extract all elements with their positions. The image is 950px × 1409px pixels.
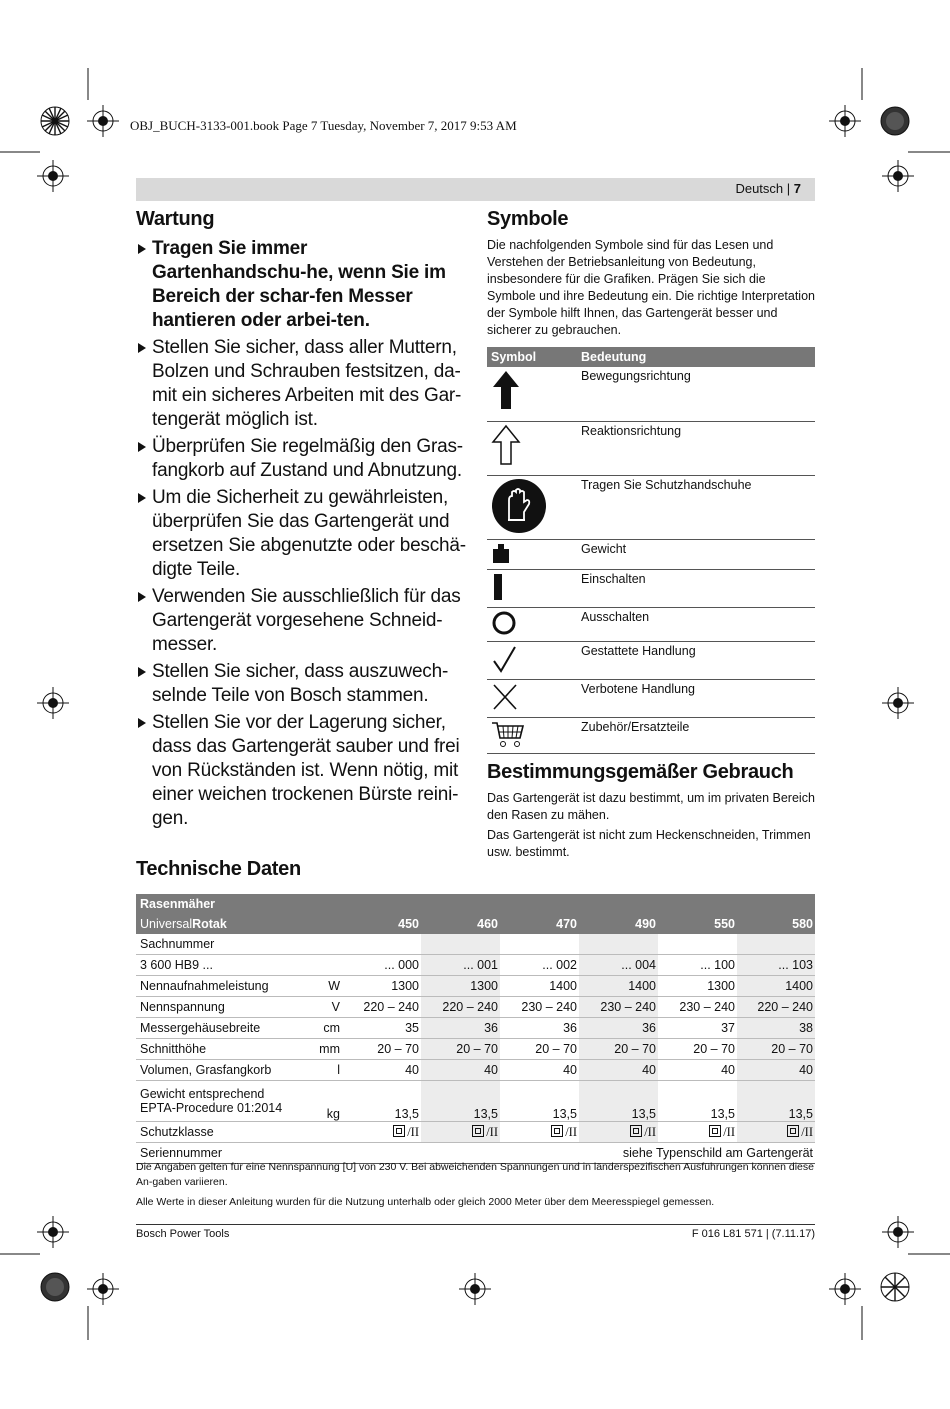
table-cell: 220 – 240 [342, 997, 421, 1018]
wartung-section [136, 208, 466, 834]
col-meaning: Bedeutung [577, 347, 815, 367]
table-cell: 38 [737, 1018, 815, 1039]
outline-arrow-up-icon [491, 424, 521, 466]
gloves-icon [491, 478, 547, 534]
table-cell: 40 [579, 1060, 658, 1081]
table-cell: 40 [421, 1060, 500, 1081]
symbol-meaning: Bewegungsrichtung [577, 367, 815, 421]
table-cell: 13,5 [737, 1081, 815, 1122]
table-row [487, 421, 815, 475]
tech-note-2: Alle Werte in dieser Anleitung wurden für die Nutzung unterhalb oder gleich 2000 Meter über dem Meeresspiegel gemessen. [136, 1196, 715, 1208]
table-cell: 230 – 240 [500, 997, 579, 1018]
tech-note-1: Die Angaben gelten für eine Nennspannung [U] von 230 V. Bei abweichenden Spannungen und in länderspezifischen Ausführungen können diese An-gaben variieren. [136, 1161, 814, 1188]
model-460: 460 [421, 914, 500, 934]
gebrauch-p2: Das Gartengerät ist nicht zum Heckenschneiden, Trimmen usw. bestimmt. [487, 827, 811, 859]
page-header [136, 178, 815, 201]
row-unit [294, 934, 342, 955]
table-row [136, 976, 815, 997]
table-row [136, 997, 815, 1018]
cross-icon [491, 682, 519, 712]
schutzklasse-cell [342, 1122, 421, 1143]
row-unit [294, 1122, 342, 1143]
table-cell: ... 001 [421, 955, 500, 976]
model-490: 490 [579, 914, 658, 934]
symbol-meaning: Tragen Sie Schutzhandschuhe [577, 475, 815, 539]
product-type: Rasenmäher [136, 894, 815, 914]
symbol-table-header [487, 347, 815, 367]
symbol-meaning: Gewicht [577, 539, 815, 569]
table-row [487, 539, 815, 569]
table-cell: 230 – 240 [579, 997, 658, 1018]
col-symbol: Symbol [487, 347, 577, 367]
table-cell: 230 – 240 [658, 997, 737, 1018]
table-cell: 13,5 [658, 1081, 737, 1122]
header-separator: | [783, 181, 794, 196]
table-row [487, 569, 815, 607]
weight-label-2: EPTA-Procedure 01:2014 [140, 1101, 283, 1115]
table-cell: 40 [342, 1060, 421, 1081]
gebrauch-title: Bestimmungsgemäßer Gebrauch [487, 760, 794, 783]
table-cell: 20 – 70 [737, 1039, 815, 1060]
row-label: Nennspannung [136, 997, 294, 1018]
table-cell: 36 [500, 1018, 579, 1039]
symbol-meaning: Gestattete Handlung [577, 641, 815, 679]
weight-label [136, 1081, 294, 1122]
row-label: Schnitthöhe [136, 1039, 294, 1060]
schutzklasse-cell [421, 1122, 500, 1143]
footer-divider [136, 1224, 815, 1225]
wartung-bullet-5: Verwenden Sie ausschließlich für das Gartengerät vorgesehene Schneid-messer. [136, 585, 466, 657]
model-name-cell [136, 914, 294, 934]
table-cell: 36 [421, 1018, 500, 1039]
table-cell: 20 – 70 [342, 1039, 421, 1060]
table-cell: 20 – 70 [421, 1039, 500, 1060]
table-cell [500, 934, 579, 955]
table-cell [421, 934, 500, 955]
table-row [136, 894, 815, 914]
symbol-meaning: Ausschalten [577, 607, 815, 641]
table-cell: 13,5 [500, 1081, 579, 1122]
table-cell: 220 – 240 [421, 997, 500, 1018]
table-row [136, 1122, 815, 1143]
table-row [487, 607, 815, 641]
schutzklasse-label: Schutzklasse [136, 1122, 294, 1143]
header-language: Deutsch [735, 181, 784, 196]
double-insulation-icon [709, 1125, 721, 1137]
row-unit [294, 955, 342, 976]
row-unit: l [294, 1060, 342, 1081]
page-number: 7 [793, 181, 801, 196]
row-unit: W [294, 976, 342, 997]
symbole-intro: Die nachfolgenden Symbole sind für das Lesen und Verstehen der Betriebsanleitung von Bedeutung, insbesondere für die Grafiken. Prägen Sie sich die Symbole und ihre Bedeutung ein. Die richtige Interpretation der Symbole hilft Ihnen, das Gartengerät besser und sicherer zu gebrauchen. [487, 238, 815, 337]
schutzklasse-value: /II [407, 1124, 419, 1139]
row-label: Sachnummer [136, 934, 294, 955]
table-cell: 1300 [342, 976, 421, 997]
serial-value: siehe Typenschild am Gartengerät [294, 1143, 815, 1164]
schutzklasse-value: /II [565, 1124, 577, 1139]
double-insulation-icon [630, 1125, 642, 1137]
table-cell: 20 – 70 [658, 1039, 737, 1060]
schutzklasse-cell [737, 1122, 815, 1143]
row-label: Messergehäusebreite [136, 1018, 294, 1039]
table-cell: ... 000 [342, 955, 421, 976]
symbol-meaning: Reaktionsrichtung [577, 421, 815, 475]
serial-label: Seriennummer [136, 1143, 294, 1164]
table-row [136, 934, 815, 955]
table-row [136, 1039, 815, 1060]
wartung-bullet-3: Überprüfen Sie regelmäßig den Gras-fangkorb auf Zustand und Abnutzung. [136, 435, 466, 483]
model-580: 580 [737, 914, 815, 934]
table-cell [342, 934, 421, 955]
table-cell: ... 100 [658, 955, 737, 976]
gebrauch-p1: Das Gartengerät ist dazu bestimmt, um im privaten Bereich den Rasen zu mähen. [487, 790, 815, 822]
print-info-line: OBJ_BUCH-3133-001.book Page 7 Tuesday, November 7, 2017 9:53 AM [130, 118, 517, 133]
wartung-title: Wartung [136, 208, 215, 230]
table-cell: 40 [737, 1060, 815, 1081]
double-insulation-icon [551, 1125, 563, 1137]
row-unit: mm [294, 1039, 342, 1060]
table-cell: 1400 [500, 976, 579, 997]
table-cell [737, 934, 815, 955]
wartung-bullet-2: Stellen Sie sicher, dass aller Muttern, Bolzen und Schrauben festsitzen, da-mit ein sicheres Arbeiten mit des Gar-tengerät möglich ist. [136, 336, 466, 432]
row-unit: cm [294, 1018, 342, 1039]
table-cell: 13,5 [579, 1081, 658, 1122]
symbole-title: Symbole [487, 208, 569, 230]
table-cell: 40 [658, 1060, 737, 1081]
table-cell: ... 103 [737, 955, 815, 976]
table-cell [658, 934, 737, 955]
table-cell: 35 [342, 1018, 421, 1039]
table-row [136, 914, 815, 934]
model-550: 550 [658, 914, 737, 934]
schutzklasse-value: /II [644, 1124, 656, 1139]
table-row [136, 1018, 815, 1039]
table-cell: ... 004 [579, 955, 658, 976]
table-cell: 220 – 240 [737, 997, 815, 1018]
row-unit: V [294, 997, 342, 1018]
double-insulation-icon [393, 1125, 405, 1137]
double-insulation-icon [472, 1125, 484, 1137]
table-cell: 1400 [579, 976, 658, 997]
footer-brand: Bosch Power Tools [136, 1228, 230, 1240]
wartung-bullet-6: Stellen Sie sicher, dass auszuwech-selnde Teile von Bosch stammen. [136, 660, 466, 708]
schutzklasse-cell [658, 1122, 737, 1143]
schutzklasse-value: /II [486, 1124, 498, 1139]
table-row [136, 1060, 815, 1081]
table-cell: 1400 [737, 976, 815, 997]
table-row [487, 367, 815, 421]
symbol-meaning: Verbotene Handlung [577, 679, 815, 717]
model-prefix: Universal [140, 917, 193, 931]
footer-docnumber: F 016 L81 571 | (7.11.17) [691, 1228, 815, 1240]
weight-label-1: Gewicht entsprechend [140, 1087, 265, 1101]
row-label: 3 600 HB9 ... [136, 955, 294, 976]
weight-icon [491, 542, 511, 564]
symbol-meaning: Zubehör/Ersatzteile [577, 717, 815, 753]
filled-arrow-up-icon [491, 369, 521, 411]
model-name: Rotak [192, 917, 227, 931]
tech-table [136, 894, 815, 1164]
row-label: Nennaufnahmeleistung [136, 976, 294, 997]
row-unit: kg [294, 1081, 342, 1122]
power-off-icon [491, 610, 517, 636]
table-row [487, 717, 815, 753]
table-row [136, 1081, 815, 1122]
model-450: 450 [342, 914, 421, 934]
table-cell: ... 002 [500, 955, 579, 976]
table-cell: 37 [658, 1018, 737, 1039]
table-cell: 13,5 [421, 1081, 500, 1122]
table-cell: 20 – 70 [579, 1039, 658, 1060]
table-cell: 36 [579, 1018, 658, 1039]
table-cell: 13,5 [342, 1081, 421, 1122]
schutzklasse-value: /II [801, 1124, 813, 1139]
cart-icon [491, 720, 525, 748]
symbol-table [487, 347, 815, 754]
power-on-icon [491, 572, 505, 602]
schutzklasse-value: /II [723, 1124, 735, 1139]
table-cell [579, 934, 658, 955]
schutzklasse-cell [500, 1122, 579, 1143]
table-row [487, 679, 815, 717]
tech-title: Technische Daten [136, 858, 301, 880]
table-row [136, 955, 815, 976]
schutzklasse-cell [579, 1122, 658, 1143]
symbole-section [487, 208, 815, 861]
table-row [487, 475, 815, 539]
table-cell: 1300 [421, 976, 500, 997]
table-cell: 40 [500, 1060, 579, 1081]
table-row [487, 641, 815, 679]
wartung-bullet-4: Um die Sicherheit zu gewährleisten, überprüfen Sie das Gartengerät und ersetzen Sie abgenutzte oder beschä-digte Teile. [136, 486, 466, 582]
row-label: Volumen, Grasfangkorb [136, 1060, 294, 1081]
double-insulation-icon [787, 1125, 799, 1137]
model-470: 470 [500, 914, 579, 934]
table-cell: 20 – 70 [500, 1039, 579, 1060]
wartung-bullet-7: Stellen Sie vor der Lagerung sicher, dass das Gartengerät sauber und frei von Rückständen ist. Wenn nötig, mit einer weichen trockenen Bürste reini-gen. [136, 711, 466, 831]
table-cell: 1300 [658, 976, 737, 997]
symbol-meaning: Einschalten [577, 569, 815, 607]
wartung-bullet-1: Tragen Sie immer Gartenhandschu-he, wenn Sie im Bereich der schar-fen Messer hantieren oder arbei-ten. [136, 237, 466, 333]
check-icon [491, 644, 519, 674]
